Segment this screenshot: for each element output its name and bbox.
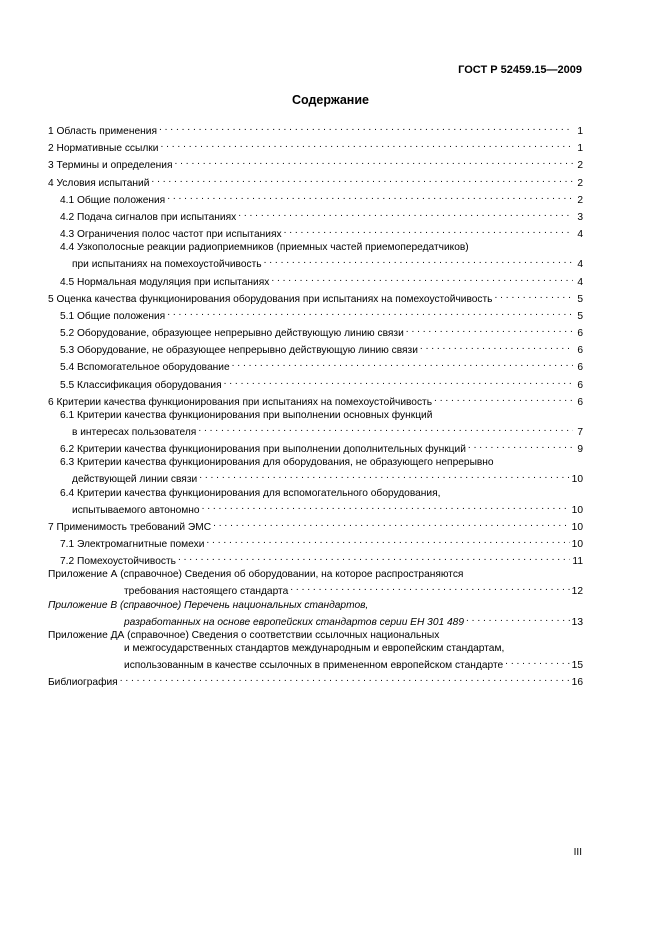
- toc-entry[interactable]: [60, 357, 583, 374]
- toc-entry-line: [60, 323, 583, 340]
- toc-page-number: 1: [577, 143, 583, 155]
- toc-entry-text: 3 Термины и определения: [48, 160, 173, 172]
- toc-entry-line: [60, 551, 583, 568]
- toc-entry-line: [60, 500, 583, 516]
- toc-entry[interactable]: [48, 568, 583, 598]
- leader-dots: [198, 422, 573, 435]
- toc-entry[interactable]: [48, 173, 583, 189]
- toc-entry-text: 5.3 Оборудование, не образующее непрерывно действующую линию связи: [60, 345, 418, 357]
- toc-entry-text: 5.5 Классификация оборудования: [60, 379, 222, 391]
- toc-entry[interactable]: [48, 517, 583, 533]
- toc-page-number: 6: [577, 362, 583, 374]
- toc-entry-text: 2 Нормативные ссылки: [48, 143, 159, 155]
- toc-page-number: 6: [577, 328, 583, 340]
- toc-entry-line: [48, 289, 583, 305]
- toc-entry-line: [48, 121, 583, 137]
- toc-page-number: 11: [572, 556, 583, 568]
- toc-page-number: 16: [571, 676, 583, 688]
- toc-entry[interactable]: [60, 306, 583, 322]
- toc-entry-line: [48, 672, 583, 688]
- leader-dots: [434, 392, 573, 405]
- leader-dots: [466, 612, 570, 625]
- toc-page-number: 9: [577, 444, 583, 456]
- toc-page-number: 10: [571, 538, 583, 550]
- toc-entry-line: [48, 155, 583, 172]
- toc-entry-text: 6 Критерии качества функционирования при испытаниях на помехоустойчивость: [48, 396, 433, 408]
- toc-entry[interactable]: [60, 409, 583, 438]
- toc-page-number: 13: [571, 616, 583, 628]
- toc-entry-line: [48, 517, 583, 533]
- toc-entry-line: [48, 655, 583, 671]
- toc-entry-line: [60, 190, 583, 206]
- toc-page-number: 4: [577, 276, 583, 288]
- toc-entry-line: [60, 422, 583, 438]
- toc-page-number: 4: [577, 229, 583, 241]
- toc-entry-line: [48, 581, 583, 598]
- leader-dots: [284, 224, 573, 237]
- toc-entry-text: в интересах пользователя: [72, 427, 197, 438]
- toc-page-number: 1: [577, 126, 583, 137]
- toc-entry-text: 4.2 Подача сигналов при испытаниях: [60, 211, 237, 223]
- toc-entry-line: [60, 357, 583, 374]
- toc-page-number: 5: [577, 310, 583, 322]
- leader-dots: [468, 439, 573, 452]
- toc-entry-line: [60, 306, 583, 322]
- toc-entry[interactable]: [60, 534, 583, 550]
- toc-entry[interactable]: [48, 155, 583, 172]
- toc-entry-text: 1 Область применения: [48, 126, 157, 137]
- toc-entry[interactable]: [48, 392, 583, 408]
- toc-entry-text-line: Приложение А (справочное) Сведения об оборудовании, на которое распространяются: [48, 569, 464, 581]
- toc-entry-text: 7.1 Электромагнитные помехи: [60, 538, 205, 550]
- toc-entry-line: [60, 254, 583, 271]
- toc-entry-text-line: и межгосударственных стандартов международным и европейским стандартам,: [124, 642, 505, 654]
- toc-entry-line: [60, 224, 583, 241]
- toc-entry-line: [60, 469, 583, 486]
- toc-entry-text-line: 6.4 Критерии качества функционирования для вспомогательного оборудования,: [60, 487, 441, 499]
- toc-entry-line: [48, 173, 583, 189]
- leader-dots: [224, 375, 573, 388]
- toc-entry[interactable]: [60, 272, 583, 288]
- toc-entry-text: требования настоящего стандарта: [124, 586, 289, 598]
- toc-entry[interactable]: [48, 599, 583, 628]
- leader-dots: [264, 254, 573, 267]
- toc-entry-text: 4.5 Нормальная модуляция при испытаниях: [60, 276, 270, 288]
- toc-page-number: 2: [577, 160, 583, 172]
- toc-entry-text: 4 Условия испытаний: [48, 177, 150, 189]
- toc-entry-text: 5.2 Оборудование, образующее непрерывно действующую линию связи: [60, 328, 404, 340]
- toc-entry-text: 5 Оценка качества функционирования оборудования при испытаниях на помехоустойчивость: [48, 293, 493, 305]
- toc-entry-text: 7.2 Помехоустойчивость: [60, 556, 176, 568]
- leader-dots: [167, 190, 573, 203]
- toc-entry-text: 4.3 Ограничения полос частот при испытаниях: [60, 229, 282, 241]
- toc-entry-line: [48, 138, 583, 155]
- toc-entry[interactable]: [60, 375, 583, 391]
- toc-entry[interactable]: [60, 323, 583, 340]
- toc-entry-text: испытываемого автономно: [72, 504, 200, 516]
- leader-dots: [206, 534, 569, 547]
- toc-entry[interactable]: [48, 629, 583, 671]
- leader-dots: [151, 173, 573, 186]
- toc-entry-text-line: Приложение В (справочное) Перечень национальных стандартов,: [48, 599, 369, 611]
- toc-page-number: 10: [571, 521, 583, 533]
- toc-entry-text: 5.1 Общие положения: [60, 310, 166, 322]
- toc-entry[interactable]: [60, 224, 583, 241]
- toc-entry-text: действующей линии связи: [72, 474, 198, 486]
- toc-entry[interactable]: [60, 439, 583, 456]
- toc-page-number: 15: [571, 659, 583, 671]
- toc-entry[interactable]: [60, 340, 583, 357]
- toc-page-number: 12: [571, 586, 583, 598]
- leader-dots: [290, 581, 569, 594]
- leader-dots: [120, 672, 570, 685]
- leader-dots: [213, 517, 570, 530]
- toc-page-number: 6: [577, 379, 583, 391]
- leader-dots: [232, 357, 573, 370]
- toc-entry[interactable]: [60, 241, 583, 271]
- leader-dots: [159, 121, 573, 134]
- toc-entry-text-line: 6.1 Критерии качества функционирования при выполнении основных функций: [60, 410, 433, 421]
- toc-entry[interactable]: [48, 138, 583, 155]
- toc-entry-line: [60, 340, 583, 357]
- toc-entry-text: 6.2 Критерии качества функционирования при выполнении дополнительных функций: [60, 444, 466, 456]
- toc-entry[interactable]: [60, 456, 583, 486]
- toc-entry-line: [60, 534, 583, 550]
- toc-entry-text: при испытаниях на помехоустойчивость: [72, 259, 262, 271]
- toc-entry-text: разработанных на основе европейских стандартов серии ЕН 301 489: [124, 616, 464, 628]
- leader-dots: [238, 207, 573, 220]
- leader-dots: [202, 500, 570, 513]
- toc-entry-text-line: Приложение ДА (справочное) Сведения о соответствии ссылочных национальных: [48, 629, 440, 641]
- toc-page-number: 4: [577, 259, 583, 271]
- page-number-footer: III: [573, 847, 582, 858]
- toc-entry[interactable]: [60, 487, 583, 516]
- toc-page-number: 3: [577, 211, 583, 223]
- leader-dots: [271, 272, 573, 285]
- toc-page-number: 10: [571, 474, 583, 486]
- table-of-contents: [48, 121, 583, 689]
- toc-entry-text: Библиография: [48, 676, 118, 688]
- leader-dots: [420, 340, 573, 353]
- document-code: ГОСТ Р 52459.15—2009: [458, 64, 582, 76]
- toc-entry-text-line: 6.3 Критерии качества функционирования для оборудования, не образующего непрерывно: [60, 457, 494, 469]
- leader-dots: [406, 323, 573, 336]
- toc-entry-text: 4.1 Общие положения: [60, 194, 166, 206]
- toc-entry-text-line: 4.4 Узкополосные реакции радиоприемников (приемных частей приемопередатчиков): [60, 242, 469, 254]
- toc-page-number: 6: [577, 345, 583, 357]
- toc-page-number: 10: [571, 504, 583, 516]
- toc-page-number: 5: [577, 293, 583, 305]
- leader-dots: [505, 655, 570, 668]
- leader-dots: [494, 289, 573, 302]
- toc-entry-text: 5.4 Вспомогательное оборудование: [60, 362, 230, 374]
- leader-dots: [199, 469, 569, 482]
- leader-dots: [174, 155, 573, 168]
- toc-entry[interactable]: [48, 672, 583, 688]
- toc-entry-text: 7 Применимость требований ЭМС: [48, 521, 212, 533]
- leader-dots: [167, 306, 573, 319]
- toc-page-number: 7: [577, 427, 583, 438]
- toc-entry-line: [60, 272, 583, 288]
- toc-entry[interactable]: [48, 289, 583, 305]
- toc-entry-text: использованным в качестве ссылочных в примененном европейском стандарте: [124, 659, 504, 671]
- toc-entry-line: [48, 612, 583, 628]
- toc-title: Содержание: [291, 93, 369, 107]
- toc-entry-line: [48, 392, 583, 408]
- toc-page-number: 2: [577, 177, 583, 189]
- toc-entry[interactable]: [60, 190, 583, 206]
- leader-dots: [160, 138, 573, 151]
- toc-entry[interactable]: [48, 121, 583, 137]
- toc-entry-line: [60, 375, 583, 391]
- toc-entry[interactable]: [60, 207, 583, 223]
- toc-page-number: 6: [577, 396, 583, 408]
- leader-dots: [178, 551, 570, 564]
- toc-entry-line: [60, 439, 583, 456]
- toc-entry-line: [60, 207, 583, 223]
- toc-page-number: 2: [577, 194, 583, 206]
- toc-entry[interactable]: [60, 551, 583, 568]
